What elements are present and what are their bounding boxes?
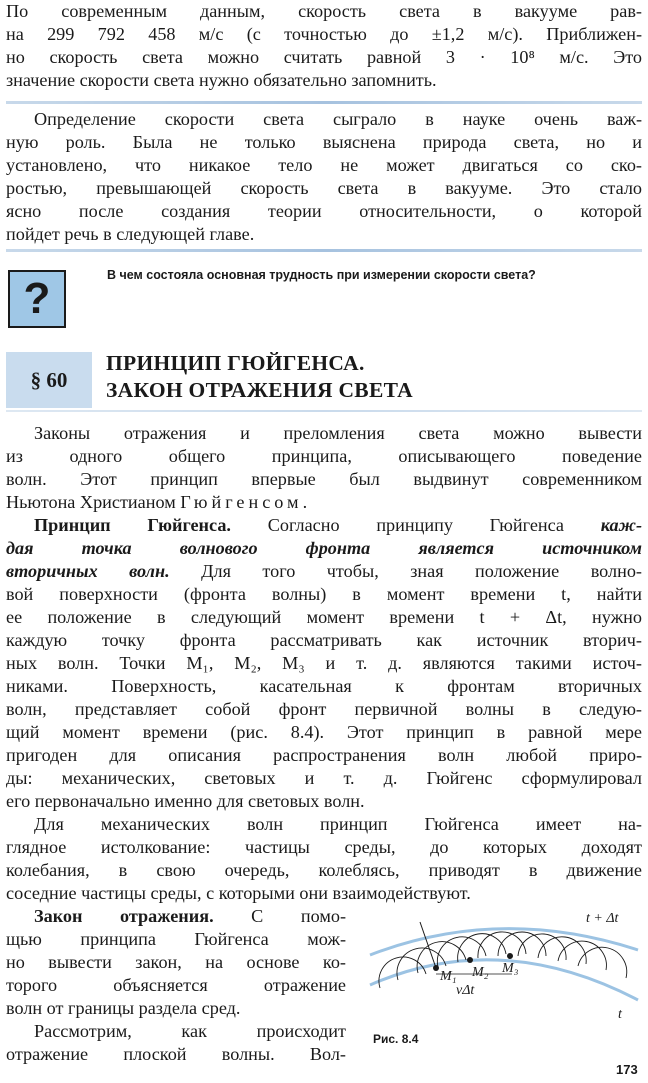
- divider: [6, 410, 642, 412]
- text-line: Принцип Гюйгенса. Согласно принципу Гюйгенса каж-: [34, 515, 642, 535]
- text-line: волн. Этот принцип впервые был выдвинут современником: [6, 469, 642, 489]
- text-line: волн от границы раздела сред.: [6, 998, 241, 1018]
- text-line: отражение плоской волны. Вол-: [6, 1044, 346, 1064]
- text-line: пригоден для описания распространения волн любой приро-: [6, 745, 642, 765]
- section-number-badge: [6, 352, 92, 408]
- text-line: ды: механических, световых и т. д. Гюйгенс сформулировал: [6, 768, 642, 788]
- text-line: каждую точку фронта рассматривать как источник вторич-: [6, 630, 642, 650]
- paragraph-importance: [6, 108, 642, 246]
- divider: [6, 249, 642, 252]
- question-mark-icon: ?: [23, 274, 51, 323]
- figure-caption: Рис. 8.4: [373, 1032, 419, 1046]
- text-line: вой поверхности (фронта волны) в момент времени t, найти: [6, 584, 642, 604]
- text-line: ную роль. Была не только выяснена природа света, но и: [6, 132, 642, 152]
- text-line: на 299 792 458 м/с (с точностью до ±1,2 м/с). Приближен-: [6, 24, 642, 44]
- text-line: ростью, превышающей скорость света в вакууме. Это стало: [6, 178, 642, 198]
- text-line: из одного общего принципа, описывающего поведение: [6, 446, 642, 466]
- text-line: Определение скорости света сыграло в науке очень важ-: [34, 109, 642, 129]
- section-title: [106, 350, 413, 404]
- section-title-line: ПРИНЦИП ГЮЙГЕНСА.: [106, 351, 365, 375]
- text-line: торого объясняется отражение: [6, 975, 346, 995]
- text-line: значение скорости света нужно обязательно запомнить.: [6, 70, 437, 90]
- text-line: ясно после создания теории относительности, о которой: [6, 201, 642, 221]
- text-line: дая точка волнового фронта является источником: [6, 538, 642, 558]
- text-line: Для механических волн принцип Гюйгенса имеет на-: [34, 814, 642, 834]
- label-t-plus-dt: t + Δt: [586, 911, 619, 926]
- label-m2: M₂: [472, 965, 489, 980]
- paragraph-plane-wave: [6, 1020, 346, 1066]
- label-m3: M₃: [502, 961, 519, 976]
- text-line: колебания, в свою очередь, колеблясь, приводят в движение: [6, 860, 642, 880]
- huygens-name: Гюйгенсом: [180, 492, 303, 512]
- text-line: волн, представляет собой фронт первичной волны в следую-: [6, 699, 642, 719]
- text-line: Законы отражения и преломления света можно вывести: [34, 423, 642, 443]
- paragraph-huygens-principle: [6, 514, 642, 813]
- text-line: По современным данным, скорость света в вакууме рав-: [6, 1, 642, 21]
- text-line: установлено, что никакое тело не может двигаться со ско-: [6, 155, 642, 175]
- text-line: но вывести закон, на основе ко-: [6, 952, 346, 972]
- huygens-figure: [360, 900, 642, 1030]
- text-line: пойдет речь в следующей главе.: [6, 224, 255, 244]
- paragraph-mechanical-waves: [6, 813, 642, 905]
- label-t: t: [618, 1007, 622, 1022]
- text-line: его первоначально именно для световых волн.: [6, 791, 365, 811]
- text-line: Закон отражения. С помо-: [34, 906, 346, 926]
- paragraph-intro: [6, 422, 642, 514]
- section-number: § 60: [30, 367, 68, 392]
- text-line: Ньютона Христианом Гюйгенсом.: [6, 492, 308, 512]
- point-m3: [507, 953, 513, 959]
- text-line: но скорость света можно считать равной 3 · 10⁸ м/с. Это: [6, 47, 642, 67]
- text-line: ее положение в следующий момент времени t + Δt, нужно: [6, 607, 642, 627]
- text-line: щий момент времени (рис. 8.4). Этот принцип в равной мере: [6, 722, 642, 742]
- label-m1: M₁: [440, 969, 457, 984]
- paragraph-light-speed-value: [6, 0, 642, 92]
- text-line: глядное истолкование: частицы среды, до которых доходят: [6, 837, 642, 857]
- radius-line: [420, 922, 436, 968]
- text-line: никами. Поверхность, касательная к фронтам вторичных: [6, 676, 642, 696]
- text-line: Рассмотрим, как происходит: [34, 1021, 346, 1041]
- text-line: соседние частицы среды, с которыми они взаимодействуют.: [6, 883, 471, 903]
- divider: [6, 101, 642, 104]
- text-line: вторичных волн. Для того чтобы, зная положение волно-: [6, 561, 642, 581]
- question-icon: [8, 270, 66, 328]
- text-line: ных волн. Точки M₁, M₂, M₃ и т. д. являются такими источ-: [6, 653, 642, 673]
- paragraph-reflection-law: [6, 905, 346, 1020]
- section-title-line: ЗАКОН ОТРАЖЕНИЯ СВЕТА: [106, 378, 413, 402]
- text-line: щью принципа Гюйгенса мож-: [6, 929, 346, 949]
- review-question: В чем состояла основная трудность при измерении скорости света?: [107, 268, 536, 282]
- label-vdt: vΔt: [456, 983, 475, 998]
- point-m2: [467, 957, 473, 963]
- page-number: 173: [616, 1062, 638, 1077]
